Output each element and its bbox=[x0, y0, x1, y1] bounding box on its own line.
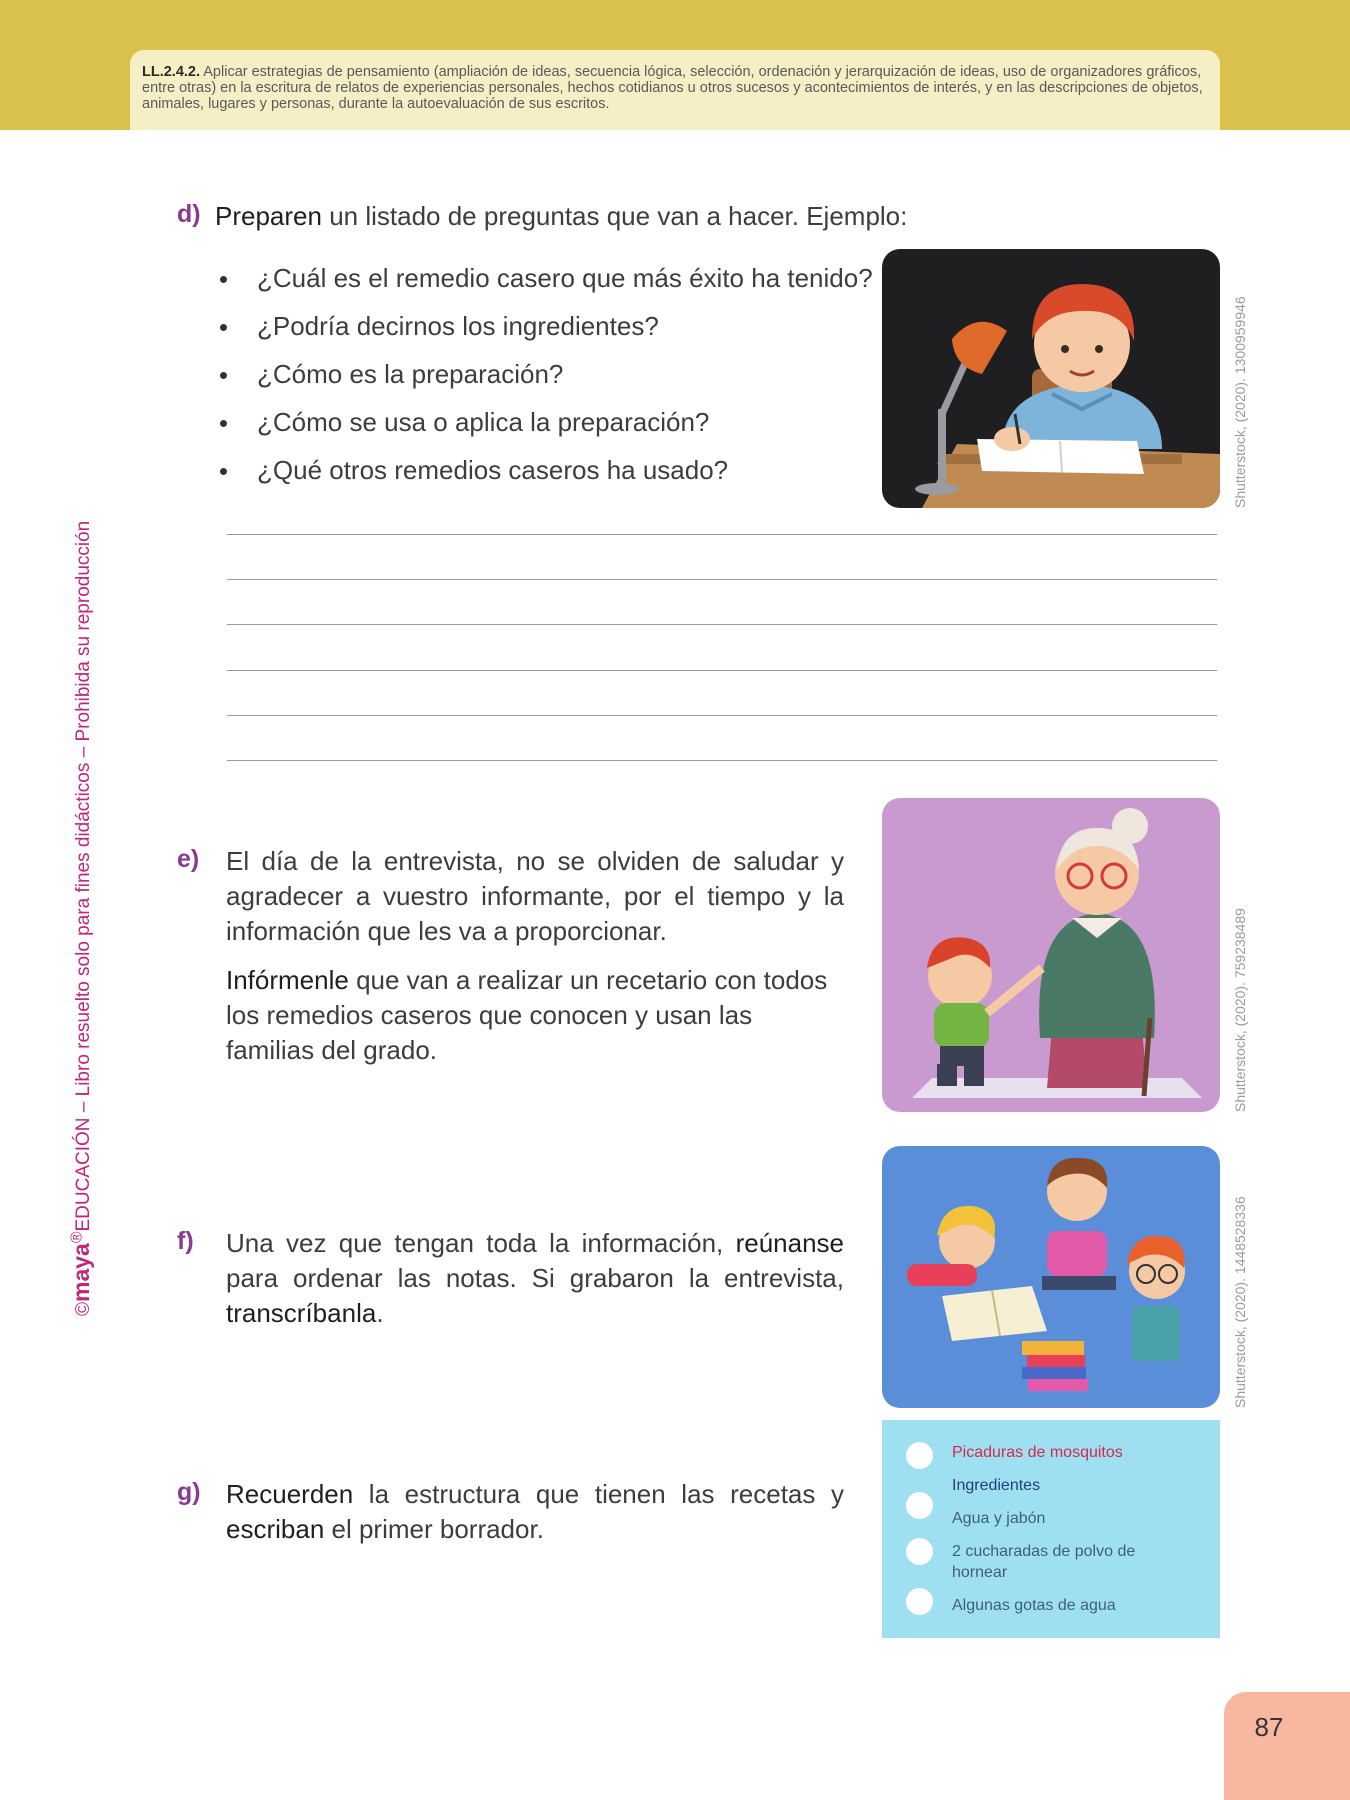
list-item: ¿Podría decirnos los ingredientes? bbox=[215, 302, 873, 350]
section-f-paragraph bbox=[226, 1226, 844, 1331]
section-f-text-1: Una vez que tengan toda la información, bbox=[226, 1228, 736, 1258]
standard-code: LL.2.4.2. bbox=[142, 64, 201, 80]
image-credit-e: Shutterstock, (2020). 759238489 bbox=[1232, 908, 1248, 1112]
writing-line bbox=[227, 715, 1217, 716]
bullet-dot bbox=[906, 1588, 933, 1615]
recipe-subtitle: Ingredientes bbox=[952, 1477, 1041, 1494]
section-g-text-1: la estructura que tienen las recetas y bbox=[353, 1479, 844, 1509]
section-f-letter: f) bbox=[177, 1227, 194, 1255]
bullet-dot bbox=[906, 1442, 933, 1469]
section-g-text-2: el primer borrador. bbox=[324, 1514, 544, 1544]
list-item: ¿Cuál es el remedio casero que más éxito ha tenido? bbox=[215, 254, 873, 302]
image-credit-d: Shutterstock, (2020). 1300959946 bbox=[1232, 296, 1248, 508]
section-d-letter: d) bbox=[177, 200, 201, 228]
recipe-item: Agua y jabón bbox=[952, 1510, 1046, 1527]
image-credit-f: Shutterstock, (2020). 1448528336 bbox=[1232, 1196, 1248, 1408]
section-f-bold-2: transcríbanla bbox=[226, 1298, 377, 1328]
recipe-card bbox=[882, 1420, 1220, 1638]
question-list bbox=[215, 254, 873, 494]
grandmother-child-illustration bbox=[882, 798, 1220, 1112]
recipe-title: Picaduras de mosquitos bbox=[952, 1444, 1123, 1461]
list-item: ¿Cómo es la preparación? bbox=[215, 350, 873, 398]
section-d-bold: Preparen bbox=[215, 201, 322, 231]
writing-line bbox=[227, 624, 1217, 625]
copyright-symbol: © bbox=[73, 1302, 94, 1316]
curriculum-standard bbox=[130, 50, 1220, 130]
grandmother-child-icon bbox=[882, 798, 1220, 1112]
bullet-dot bbox=[906, 1538, 933, 1565]
section-g-bold-1: Recuerden bbox=[226, 1479, 354, 1509]
section-e-letter: e) bbox=[177, 845, 200, 873]
list-item: ¿Qué otros remedios caseros ha usado? bbox=[215, 446, 873, 494]
section-e-text: que van a realizar un recetario con todos los remedios caseros que conocen y usan las familias del grado. bbox=[226, 965, 828, 1065]
children-reading-icon bbox=[882, 1146, 1220, 1408]
section-f-text-2: para ordenar las notas. Si grabaron la entrevista, bbox=[226, 1263, 844, 1293]
recipe-item: Algunas gotas de agua bbox=[952, 1597, 1116, 1614]
copyright-text: EDUCACIÓN – Libro resuelto solo para fines didácticos – Prohibida su reproducción bbox=[73, 520, 94, 1232]
page-number: 87 bbox=[1254, 1712, 1284, 1742]
section-d-instruction bbox=[215, 199, 907, 234]
registered-mark: ® bbox=[68, 1231, 86, 1244]
section-f-text-3: . bbox=[376, 1298, 384, 1328]
page-number-tab bbox=[1224, 1692, 1350, 1800]
bullet-dot bbox=[906, 1492, 933, 1519]
writing-line bbox=[227, 760, 1217, 761]
recipe-item: 2 cucharadas de polvo de hornear bbox=[952, 1543, 1136, 1581]
section-e-bold: Infórmenle bbox=[226, 965, 349, 995]
boy-writing-icon bbox=[882, 249, 1220, 508]
writing-line bbox=[227, 534, 1217, 535]
writing-line bbox=[227, 670, 1217, 671]
standard-text: Aplicar estrategias de pensamiento (ampliación de ideas, secuencia lógica, selección, ordenación y jerarquización de ideas, uso de organizadores gráficos, entre otras) en la escritura de relatos de experiencias personales, hechos cotidianos u otros sucesos y acontecimientos de interés, y en las descripciones de objetos, animales, lugares y personas, durante la autoevaluación de sus escritos. bbox=[142, 64, 1203, 112]
section-g-bold-2: escriban bbox=[226, 1514, 325, 1544]
section-e-paragraph-1: El día de la entrevista, no se olviden de saludar y agradecer a vuestro informante, por el tiempo y la información que les va a proporcionar. bbox=[226, 846, 844, 946]
side-copyright bbox=[68, 456, 100, 1316]
writing-line bbox=[227, 579, 1217, 580]
brand-logo: maya bbox=[68, 1243, 94, 1302]
section-f-bold-1: reúnanse bbox=[735, 1228, 844, 1258]
section-e-paragraph-2 bbox=[226, 963, 844, 1068]
children-reading-illustration bbox=[882, 1146, 1220, 1408]
boy-writing-illustration bbox=[882, 249, 1220, 508]
list-item: ¿Cómo se usa o aplica la preparación? bbox=[215, 398, 873, 446]
section-g-letter: g) bbox=[177, 1478, 201, 1506]
section-g-paragraph bbox=[226, 1477, 844, 1547]
section-d-text: un listado de preguntas que van a hacer. Ejemplo: bbox=[321, 201, 908, 231]
